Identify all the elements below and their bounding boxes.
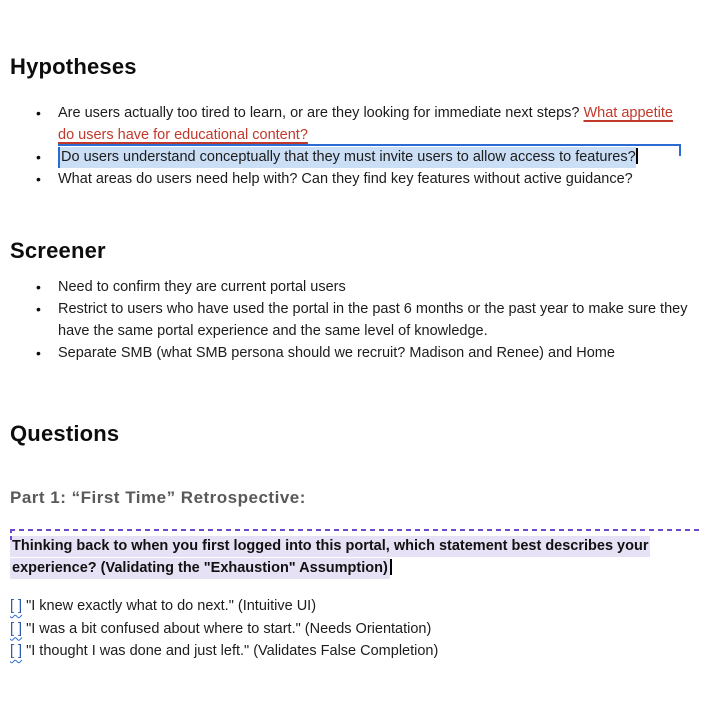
bullet-icon: • [36,279,41,295]
option-text: "I thought I was done and just left." (Validates False Completion) [26,643,439,659]
list-item [10,102,692,146]
list-item-selected [10,146,692,168]
answer-options [10,595,692,663]
text-cursor [636,148,638,164]
hypotheses-list [10,102,692,190]
selection-boundary-line [58,144,681,146]
bullet-icon: • [36,345,41,361]
hypothesis-text: What areas do users need help with? Can they find key features without active guidance? [58,171,633,187]
screener-list [10,276,692,364]
answer-option [10,640,692,663]
checkbox-placeholder: [ ] [10,598,23,614]
prompt-line1: Thinking back to when you first logged into this portal, which statement best describes your [10,536,650,557]
option-text: "I knew exactly what to do next." (Intuitive UI) [26,598,317,614]
screener-text-line2: have the same portal experience and the same level of knowledge. [58,323,488,339]
question-prompt-block [10,529,702,579]
checkbox-placeholder: [ ] [10,643,23,659]
bullet-icon: • [36,301,41,317]
bullet-icon: • [36,171,41,187]
heading-screener: Screener [10,238,106,263]
selection-boundary-tick [679,144,681,156]
list-item [10,276,692,298]
link-line2[interactable]: do users have for educational content? [58,127,308,143]
bullet-icon: • [36,105,41,121]
heading-questions: Questions [10,421,120,446]
answer-option [10,595,692,618]
screener-text: Need to confirm they are current portal users [58,279,346,295]
hypothesis-text: Are users actually too tired to learn, or are they looking for immediate next steps? [58,105,584,121]
answer-option [10,618,692,641]
content-control-border-left [10,529,12,540]
list-item [10,342,692,364]
option-text: "I was a bit confused about where to start." (Needs Orientation) [26,620,432,637]
selected-text: Do users understand conceptually that they must invite users to allow access to features? [58,147,636,168]
screener-text-line1: Restrict to users who have used the portal in the past 6 months or the past year to make sure they [58,301,688,317]
text-cursor [390,559,392,575]
checkbox-placeholder: [ ] [10,620,23,637]
link-line1[interactable]: What appetite [583,105,673,121]
list-item [10,168,692,190]
list-item [10,298,692,342]
screener-text: Separate SMB (what SMB persona should we recruit? Madison and Renee) and Home [58,345,615,361]
heading-hypotheses: Hypotheses [10,54,137,79]
heading-part1: Part 1: “First Time” Retrospective: [10,488,306,507]
bullet-icon: • [36,149,41,165]
content-control-border [10,529,702,531]
prompt-line2: experience? (Validating the "Exhaustion" Assumption) [10,558,390,579]
